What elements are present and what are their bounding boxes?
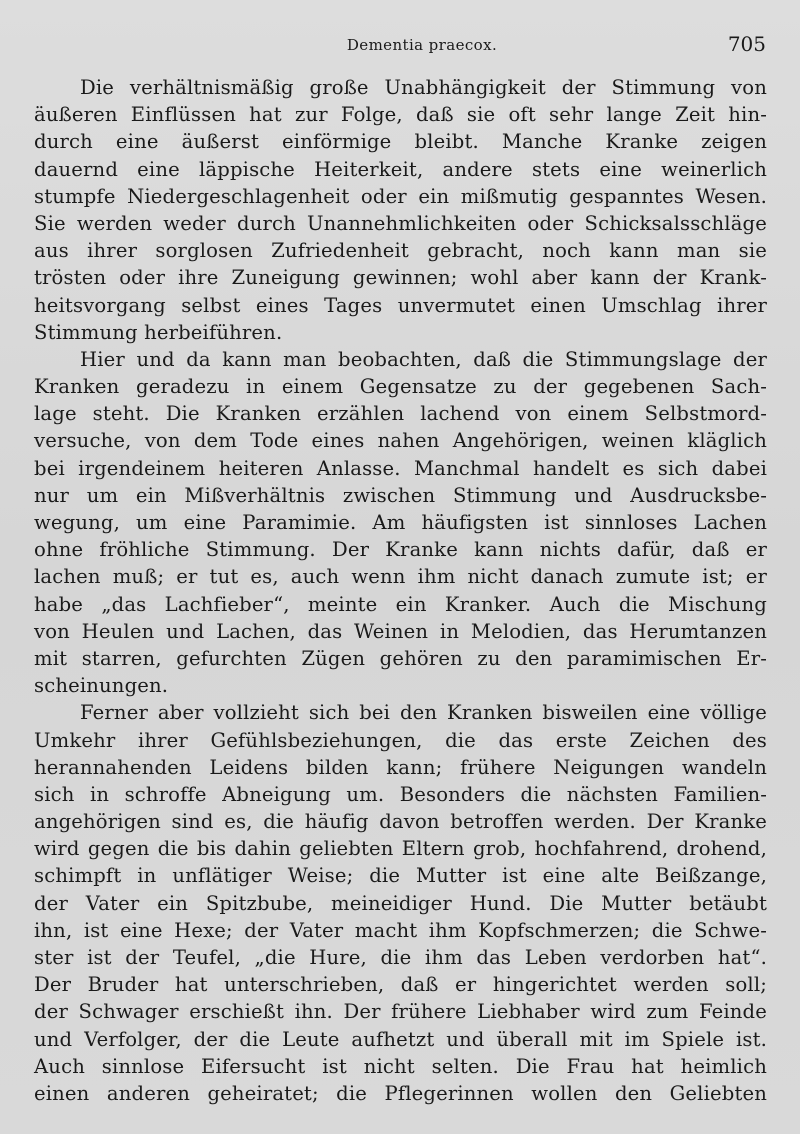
text-line: äußeren Einflüssen hat zur Folge, daß sie oft sehr lange Zeit hin-: [34, 103, 767, 127]
running-head: [34, 34, 766, 60]
text-line: sich in schroffe Abneigung um. Besonders die nächsten Familien-: [34, 782, 767, 806]
text-line: von Heulen und Lachen, das Weinen in Melodien, das Herumtanzen: [34, 619, 767, 643]
text-line: Die verhältnismäßig große Unabhängigkeit der Stimmung von: [80, 76, 767, 99]
text-line: stumpfe Niedergeschlagenheit oder ein mißmutig gespanntes Wesen.: [34, 184, 767, 208]
text-line: habe „das Lachfieber“, meinte ein Kranker. Auch die Mischung: [34, 592, 767, 616]
text-line: bei irgendeinem heiteren Anlasse. Manchmal handelt es sich dabei: [34, 456, 767, 480]
text-line: trösten oder ihre Zuneigung gewinnen; wohl aber kann der Krank-: [34, 266, 767, 290]
text-line: und Verfolger, der die Leute aufhetzt und überall mit im Spiele ist.: [34, 1027, 767, 1051]
text-line: Kranken geradezu in einem Gegensatze zu der gegebenen Sach-: [34, 375, 767, 399]
page-number: 705: [727, 32, 766, 56]
text-line: herannahenden Leidens bilden kann; frühere Neigungen wandeln: [34, 755, 767, 779]
text-line: Hier und da kann man beobachten, daß die Stimmungslage der: [80, 347, 767, 371]
text-line: der Vater ein Spitzbube, meineidiger Hund. Die Mutter betäubt: [34, 891, 767, 915]
text-line: Sie werden weder durch Unannehmlichkeiten oder Schicksalsschläge: [34, 211, 767, 235]
text-line: einen anderen geheiratet; die Pflegerinnen wollen den Geliebten: [34, 1081, 767, 1105]
text-line: Umkehr ihrer Gefühlsbeziehungen, die das erste Zeichen des: [34, 728, 767, 752]
text-line: Stimmung herbeiführen.: [34, 320, 283, 344]
text-line: Ferner aber vollzieht sich bei den Kranken bisweilen eine völlige: [80, 701, 767, 725]
text-line: Der Bruder hat unterschrieben, daß er hingerichtet werden soll;: [34, 973, 767, 997]
text-line: angehörigen sind es, die häufig davon betroffen werden. Der Kranke: [34, 810, 767, 834]
text-line: schimpft in unflätiger Weise; die Mutter ist eine alte Beißzange,: [34, 864, 767, 888]
text-line: ster ist der Teufel, „die Hure, die ihm das Leben verdorben hat“.: [34, 946, 767, 969]
text-line: der Schwager erschießt ihn. Der frühere Liebhaber wird zum Feinde: [34, 1000, 767, 1024]
text-line: dauernd eine läppische Heiterkeit, andere stets eine weinerlich: [34, 157, 767, 181]
text-line: versuche, von dem Tode eines nahen Angehörigen, weinen kläglich: [34, 429, 767, 453]
text-line: mit starren, gefurchten Zügen gehören zu den paramimischen Er-: [34, 646, 767, 670]
text-line: wegung, um eine Paramimie. Am häufigsten ist sinnloses Lachen: [34, 511, 767, 534]
paragraph-2: [34, 346, 767, 699]
text-line: heitsvorgang selbst eines Tages unvermutet einen Umschlag ihrer: [34, 293, 767, 317]
paragraph-3: [34, 699, 767, 1107]
running-title: Dementia praecox.: [346, 36, 498, 54]
text-line: aus ihrer sorglosen Zufriedenheit gebracht, noch kann man sie: [34, 239, 767, 263]
text-line: ihn, ist eine Hexe; der Vater macht ihm Kopfschmerzen; die Schwe-: [34, 918, 767, 942]
text-line: lachen muß; er tut es, auch wenn ihm nicht danach zumute ist; er: [34, 565, 767, 589]
body-text: [34, 74, 767, 1107]
text-line: ohne fröhliche Stimmung. Der Kranke kann nichts dafür, daß er: [34, 538, 767, 562]
text-line: wird gegen die bis dahin geliebten Eltern grob, hochfahrend, drohend,: [34, 837, 767, 861]
text-line: durch eine äußerst einförmige bleibt. Manche Kranke zeigen: [34, 130, 767, 154]
text-line: Auch sinnlose Eifersucht ist nicht selten. Die Frau hat heimlich: [34, 1054, 767, 1078]
text-line: lage steht. Die Kranken erzählen lachend von einem Selbstmord-: [34, 402, 767, 426]
text-line: nur um ein Mißverhältnis zwischen Stimmung und Ausdrucksbe-: [34, 483, 767, 507]
text-line: scheinungen.: [34, 674, 169, 698]
paragraph-1: [34, 74, 767, 346]
